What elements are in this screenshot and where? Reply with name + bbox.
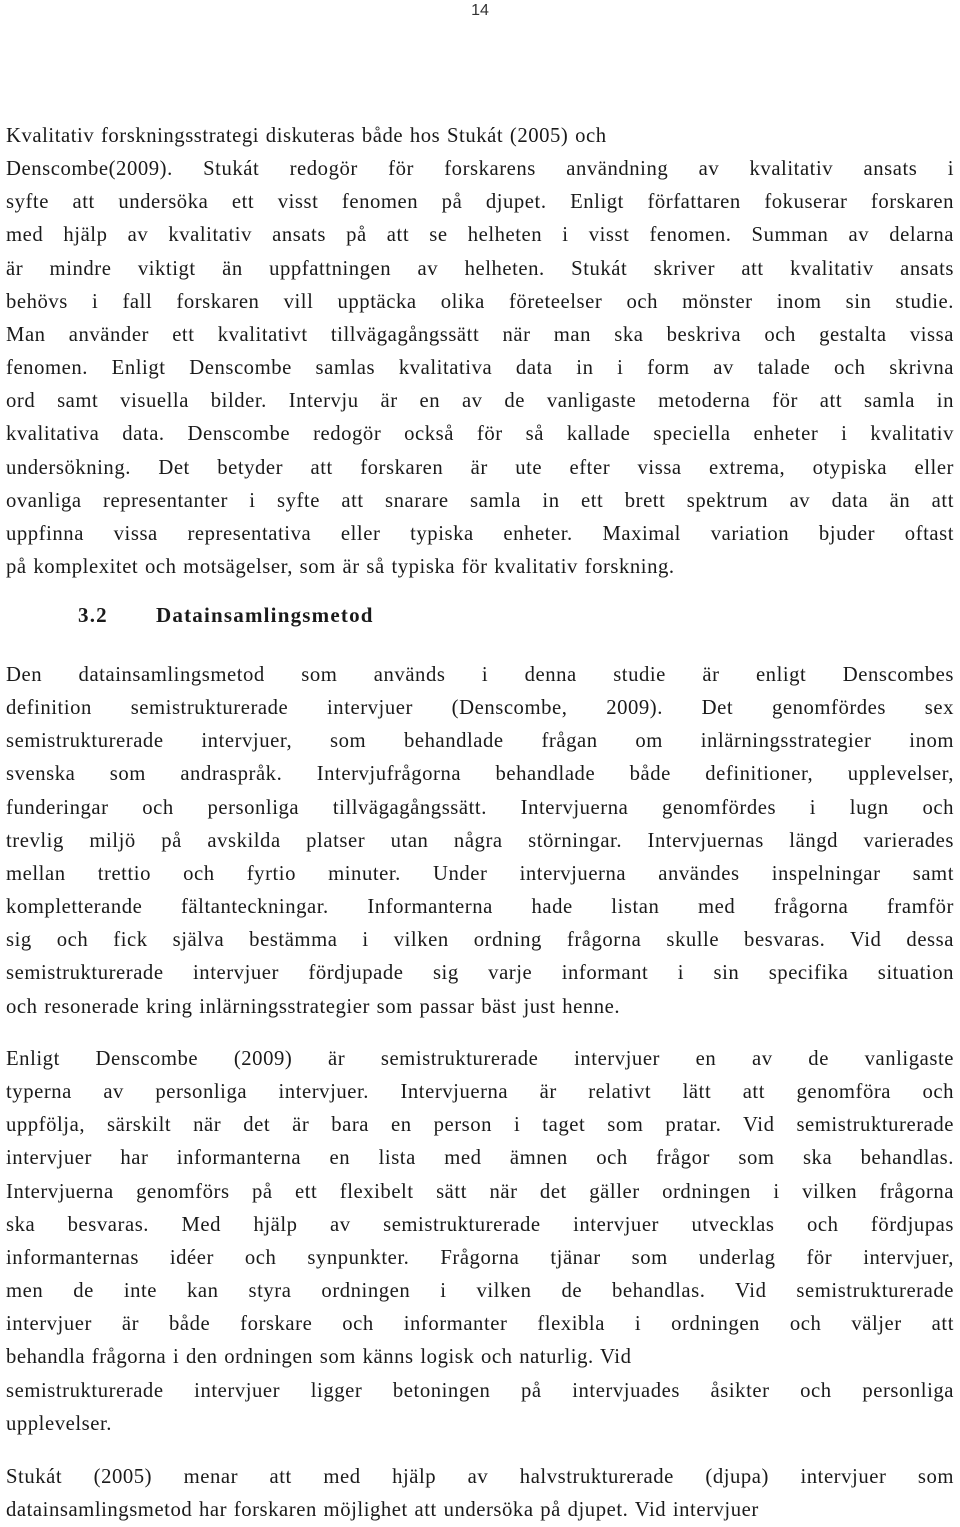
page-number: 14: [471, 2, 489, 19]
text-line: upplevelser.: [6, 1412, 112, 1435]
text-line: kvalitativa data. Denscombe redogör också för så kallade speciella enheter i kvalitativ: [6, 423, 954, 446]
text-line: datainsamlingsmetod har forskaren möjlighet att undersöka på djupet. Vid intervjuer: [6, 1499, 759, 1522]
text-line: Man använder ett kvalitativt tillvägagångssätt när man ska beskriva och gestalta vissa: [6, 323, 954, 346]
text-line: informanternas idéer och synpunkter. Frågorna tjänar som underlag för intervjuer,: [6, 1246, 954, 1269]
section-number: 3.2: [78, 603, 108, 627]
text-line: Enligt Denscombe (2009) är semistrukturerade intervjuer en av de vanligaste: [6, 1048, 954, 1070]
text-line: trevlig miljö på avskilda platser utan några störningar. Intervjuernas längd varierades: [6, 829, 954, 852]
text-line: men de inte kan styra ordningen i vilken de behandlas. Vid semistrukturerade: [6, 1280, 954, 1303]
text-line: är mindre viktigt än uppfattningen av helheten. Stukát skriver att kvalitativ ansats: [6, 257, 954, 280]
text-line: semistrukturerade intervjuer fördjupade sig varje informant i sin specifika situation: [6, 962, 954, 985]
text-line: Denscombe(2009). Stukát redogör för forskarens användning av kvalitativ ansats i: [6, 158, 954, 181]
text-line: intervjuer har informanterna en lista med ämnen och frågor som ska behandlas.: [6, 1147, 954, 1170]
text-line: uppfölja, särskilt när det är bara en person i taget som pratar. Vid semistrukturerade: [6, 1114, 954, 1137]
text-line: mellan trettio och fyrtio minuter. Under intervjuerna användes inspelningar samt: [6, 862, 954, 885]
text-line: ord samt visuella bilder. Intervju är en av de vanligaste metoderna för att samla in: [6, 390, 954, 413]
text-line: på komplexitet och motsägelser, som är så typiska för kvalitativ forskning.: [6, 556, 675, 579]
text-line: och resonerade kring inlärningsstrategier som passar bäst just henne.: [6, 995, 621, 1018]
text-line: uppfinna vissa representativa eller typiska enheter. Maximal variation bjuder oftast: [6, 522, 954, 545]
text-line: funderingar och personliga tillvägagångssätt. Intervjuerna genomfördes i lugn och: [6, 796, 954, 819]
text-line: med hjälp av kvalitativ ansats på att se helheten i visst fenomen. Summan av delarna: [6, 224, 954, 247]
paragraph-semistructured-interviews: [6, 1043, 954, 1441]
text-line: Intervjuerna genomförs på ett flexibelt sätt när det gäller ordningen i vilken frågorna: [6, 1180, 954, 1203]
paragraph-data-collection-method: [6, 659, 954, 1024]
text-line: Stukát (2005) menar att med hjälp av halvstrukturerade (djupa) intervjuer som: [6, 1466, 954, 1488]
text-line: sig och fick själva bestämma i vilken ordning frågorna skulle besvaras. Vid dessa: [6, 929, 954, 952]
text-line: syfte att undersöka ett visst fenomen på djupet. Enligt författaren fokuserar forskaren: [6, 191, 954, 214]
text-line: behandla frågorna i den ordningen som känns logisk och naturlig. Vid: [6, 1346, 632, 1369]
text-line: intervjuer är både forskare och informanter flexibla i ordningen och väljer att: [6, 1313, 954, 1336]
paragraph-half-structured-interviews: [6, 1461, 954, 1527]
section-title: Datainsamlingsmetod: [156, 603, 374, 627]
text-line: typerna av personliga intervjuer. Intervjuerna är relativt lätt att genomföra och: [6, 1081, 954, 1104]
text-line: semistrukturerade intervjuer ligger betoningen på intervjuades åsikter och personliga: [6, 1379, 954, 1402]
section-heading: [78, 603, 374, 628]
text-line: svenska som andraspråk. Intervjufrågorna behandlade både definitioner, upplevelser,: [6, 763, 954, 786]
text-line: ska besvaras. Med hjälp av semistrukturerade intervjuer utvecklas och fördjupas: [6, 1213, 954, 1236]
text-line: Kvalitativ forskningsstrategi diskuteras både hos Stukát (2005) och: [6, 125, 607, 147]
text-line: behövs i fall forskaren vill upptäcka olika företeelser och mönster inom sin studie.: [6, 290, 954, 313]
text-line: semistrukturerade intervjuer, som behandlade frågan om inlärningsstrategier inom: [6, 730, 954, 753]
text-line: fenomen. Enligt Denscombe samlas kvalitativa data in i form av talade och skrivna: [6, 357, 954, 380]
text-line: Den datainsamlingsmetod som används i denna studie är enligt Denscombes: [6, 664, 954, 686]
paragraph-qualitative-strategy: [6, 120, 954, 584]
text-line: ovanliga representanter i syfte att snarare samla in ett brett spektrum av data än att: [6, 489, 954, 512]
text-line: kompletterande fältanteckningar. Informanterna hade listan med frågorna framför: [6, 896, 954, 919]
text-line: definition semistrukturerade intervjuer (Denscombe, 2009). Det genomfördes sex: [6, 697, 954, 720]
text-line: undersökning. Det betyder att forskaren är ute efter vissa extrema, otypiska eller: [6, 456, 954, 479]
